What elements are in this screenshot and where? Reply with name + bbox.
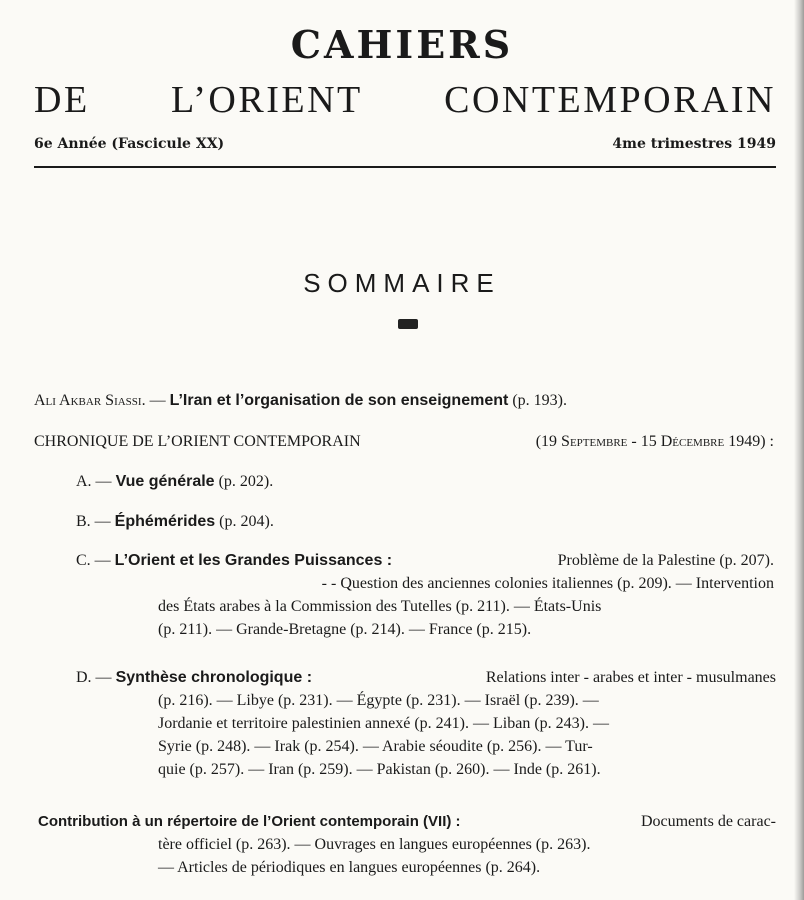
entry-b-letter: B. —	[76, 513, 111, 530]
contribution-title: Contribution à un répertoire de l’Orient contemporain (VII) :	[38, 813, 461, 830]
article-page: (p. 193).	[512, 392, 567, 409]
entry-c-line3: des États arabes à la Commission des Tutelles (p. 211). — États-Unis	[158, 598, 602, 615]
toc-entry-c-line1	[76, 550, 774, 572]
period-label: 4me trimestres 1949	[612, 136, 776, 152]
toc-entry-d-line1	[76, 667, 776, 689]
entry-c-title: L’Orient et les Grandes Puissances :	[114, 552, 393, 569]
contribution-line2: tère officiel (p. 263). — Ouvrages en langues européennes (p. 263).	[158, 836, 591, 853]
entry-d-line1-rest: Relations inter - arabes et inter - musulmanes	[485, 669, 776, 686]
entry-d-line3: Jordanie et territoire palestinien annexé (p. 241). — Liban (p. 243). —	[158, 715, 609, 732]
entry-d-line5: quie (p. 257). — Iran (p. 259). — Pakistan (p. 260). — Inde (p. 261).	[158, 761, 601, 778]
contribution-line3: — Articles de périodiques en langues européennes (p. 264).	[158, 859, 541, 876]
toc-entry-contribution-line1	[38, 811, 776, 833]
entry-b-page: (p. 204).	[219, 513, 274, 530]
article-title: L’Iran et l’organisation de son enseignement	[169, 392, 509, 409]
scan-page-edge	[794, 0, 804, 900]
title-word-contemporain: CONTEMPORAIN	[444, 79, 776, 121]
entry-c-line2: - - Question des anciennes colonies italiennes (p. 209). — Intervention	[321, 575, 774, 592]
journal-title-line2	[34, 78, 776, 122]
title-word-orient: L’ORIENT	[171, 79, 363, 121]
entry-a-letter: A. —	[76, 473, 112, 490]
entry-c-line4: (p. 211). — Grande-Bretagne (p. 214). — France (p. 215).	[158, 621, 532, 638]
entry-d-title: Synthèse chronologique :	[115, 669, 313, 686]
article-author: Ali Akbar Siassi.	[34, 392, 146, 409]
toc-entry-a	[76, 471, 273, 493]
entry-d-letter: D. —	[76, 669, 112, 686]
issue-info	[34, 136, 776, 152]
chronique-title: CHRONIQUE DE L’ORIENT CONTEMPORAIN	[34, 433, 361, 450]
journal-title-line1: CAHIERS	[290, 22, 514, 67]
toc-entry-article	[34, 390, 567, 412]
sommaire-heading: SOMMAIRE	[303, 268, 501, 298]
entry-d-line4: Syrie (p. 248). — Irak (p. 254). — Arabie séoudite (p. 256). — Tur-	[158, 738, 593, 755]
ornament-mark	[398, 319, 418, 329]
toc-entry-b	[76, 511, 274, 533]
title-word-de: DE	[34, 79, 90, 121]
toc-entry-chronique	[34, 431, 774, 453]
entry-c-line1-rest: Problème de la Palestine (p. 207).	[557, 552, 774, 569]
article-dash: —	[149, 392, 166, 409]
header-rule	[34, 166, 776, 168]
contribution-line1-rest: Documents de carac-	[640, 813, 776, 830]
entry-a-title: Vue générale	[115, 473, 215, 490]
chronique-dates: (19 Septembre - 15 Décembre 1949) :	[535, 433, 774, 450]
edition-label: 6e Année (Fascicule XX)	[34, 136, 225, 152]
entry-a-page: (p. 202).	[218, 473, 274, 490]
entry-c-letter: C. —	[76, 552, 111, 569]
entry-b-title: Éphémérides	[114, 513, 216, 530]
entry-d-line2: (p. 216). — Libye (p. 231). — Égypte (p. 231). — Israël (p. 239). —	[158, 692, 599, 709]
